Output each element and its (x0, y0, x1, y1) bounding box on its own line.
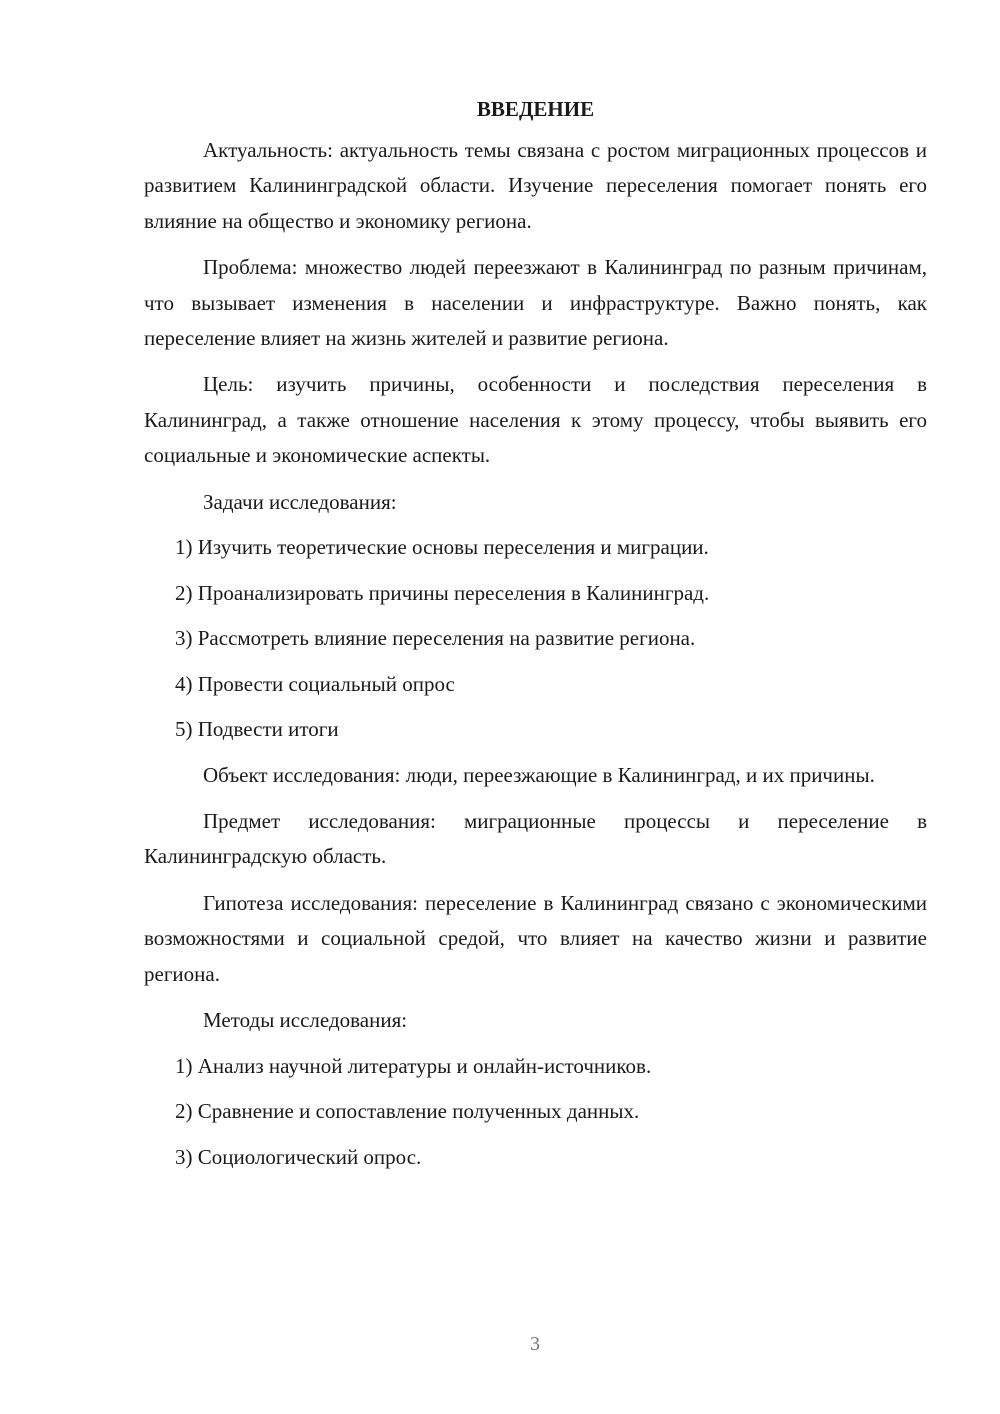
goal-paragraph: Цель: изучить причины, особенности и последствия переселения в Калининград, а также отношение населения к этому процессу, чтобы выявить его социальные и экономические аспекты. (144, 372, 927, 468)
page-number: 3 (530, 1333, 540, 1355)
task-item-3: 3) Рассмотреть влияние переселения на развитие региона. (175, 626, 696, 651)
task-item-4: 4) Провести социальный опрос (175, 671, 455, 696)
task-item-1: 1) Изучить теоретические основы переселения и миграции. (175, 535, 709, 560)
task-item-5: 5) Подвести итоги (175, 717, 339, 742)
section-heading: ВВЕДЕНИЕ (476, 97, 595, 121)
problem-paragraph: Проблема: множество людей переезжают в Калининград по разным причинам, что вызывает изменения в населении и инфраструктуре. Важно понять, как переселение влияет на жизнь жителей и развитие региона. (144, 255, 927, 351)
method-item-2: 2) Сравнение и сопоставление полученных данных. (175, 1099, 640, 1124)
task-item-2: 2) Проанализировать причины переселения в Калининград. (175, 580, 710, 605)
subject-paragraph: Предмет исследования: миграционные процессы и переселение в Калининградскую область. (144, 809, 927, 869)
method-item-3: 3) Социологический опрос. (175, 1144, 422, 1169)
document-page (144, 92, 927, 1185)
relevance-paragraph: Актуальность: актуальность темы связана с ростом миграционных процессов и развитием Калининградской области. Изучение переселения помогает понять его влияние на общество и экономику региона. (144, 138, 927, 233)
method-item-1: 1) Анализ научной литературы и онлайн-источников. (175, 1053, 652, 1078)
methods-label: Методы исследования: (203, 1008, 408, 1033)
tasks-label: Задачи исследования: (203, 489, 397, 514)
object-paragraph: Объект исследования: люди, переезжающие в Калининград, и их причины. (203, 762, 875, 787)
hypothesis-paragraph: Гипотеза исследования: переселение в Калининград связано с экономическими возможностями и социальной средой, что влияет на качество жизни и развитие региона. (144, 890, 927, 986)
